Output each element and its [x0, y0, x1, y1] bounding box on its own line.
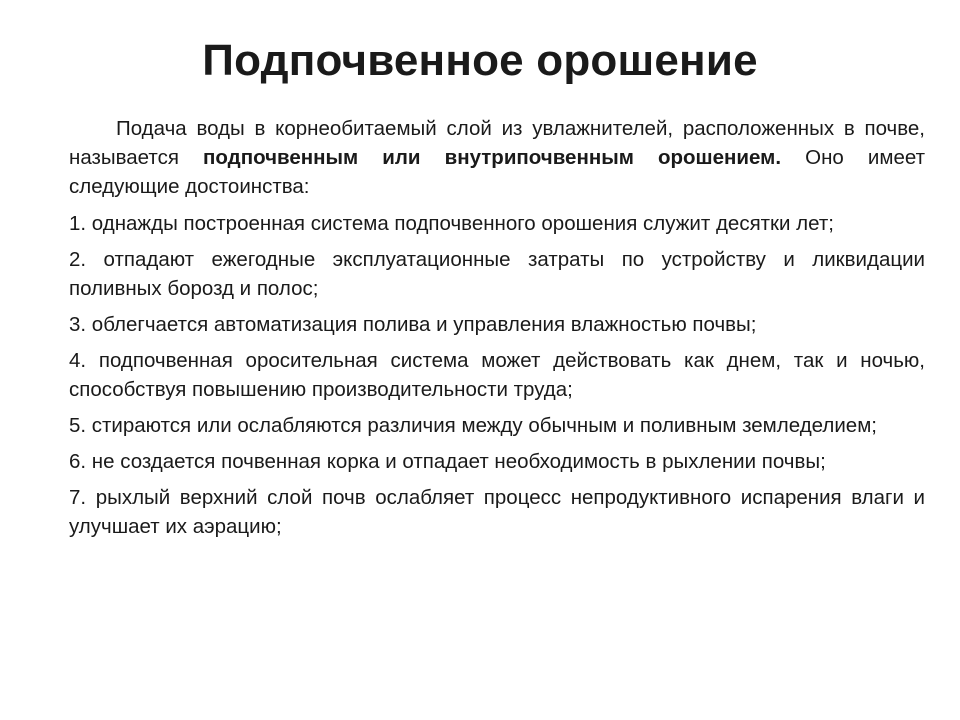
slide-title: Подпочвенное орошение [202, 36, 758, 85]
intro-text-start: Подача воды в корнеобитаемый слой из увлажнителей, расположенных в почве, называется [69, 117, 925, 169]
intro-text-end: Оно имеет следующие достоинства: [69, 146, 925, 198]
advantage-item-2: 2. отпадают ежегодные эксплуатационные затраты по устройству и ликвидации поливных борозд и полос; [69, 248, 925, 300]
advantage-item-6: 6. не создается почвенная корка и отпадает необходимость в рыхлении почвы; [69, 450, 826, 473]
intro-paragraph [69, 114, 925, 201]
advantage-item-1: 1. однажды построенная система подпочвенного орошения служит десятки лет; [69, 212, 834, 235]
advantage-item-3: 3. облегчается автоматизация полива и управления влажностью почвы; [69, 313, 757, 336]
intro-bold-term: подпочвенным или внутрипочвенным орошением. [203, 146, 782, 169]
slide-body [69, 114, 925, 548]
advantage-item-4: 4. подпочвенная оросительная система может действовать как днем, так и ночью, способствуя повышению производительности труда; [69, 349, 925, 401]
advantage-item-5: 5. стираются или ослабляются различия между обычным и поливным земледелием; [69, 414, 877, 437]
advantage-item-7: 7. рыхлый верхний слой почв ослабляет процесс непродуктивного испарения влаги и улучшает их аэрацию; [69, 486, 925, 538]
